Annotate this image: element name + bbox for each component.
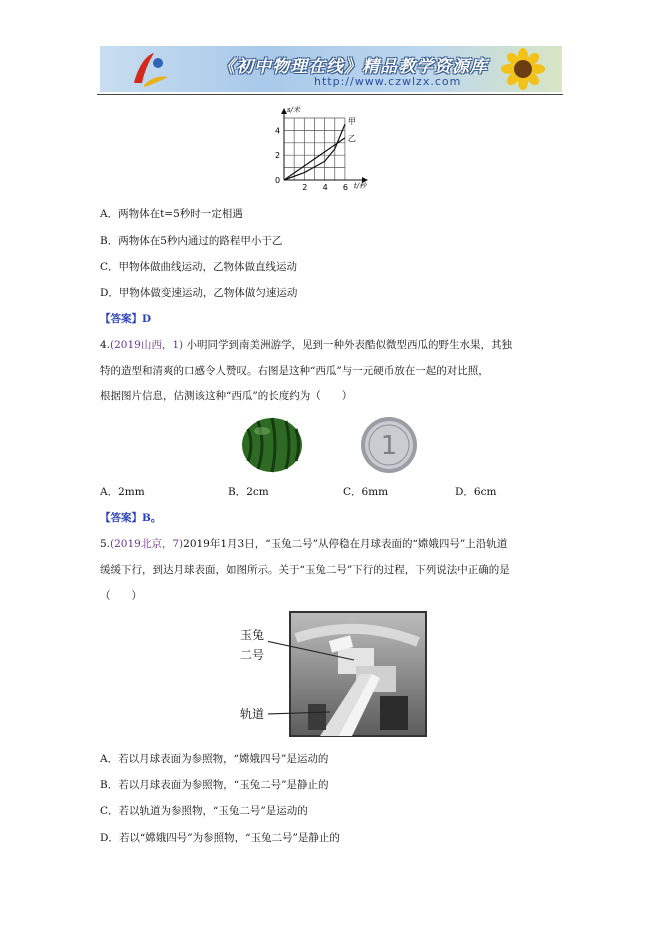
q5-line-1: 2019年1月3日，“玉兔二号”从停稳在月球表面的“嫦娥四号”上沿轨道 <box>183 538 508 550</box>
q4-answer: 【答案】B。 <box>100 512 162 524</box>
banner-title: 《初中物理在线》精品教学资源库 <box>218 57 488 77</box>
q3-option-b: B．两物体在5秒内通过的路程甲小于乙 <box>100 235 283 247</box>
x-axis-label: t/秒 <box>354 182 367 190</box>
y-tick-label: 4 <box>275 126 281 136</box>
x-tick-label: 6 <box>342 183 349 192</box>
q5-line-2: 缓缓下行，到达月球表面，如图所示。关于“玉兔二号”下行的过程，下列说法中正确的是 <box>100 564 510 576</box>
logo-icon <box>128 49 172 89</box>
y-axis-label: s/米 <box>287 106 300 114</box>
q4-source: (2019山西，1) <box>110 339 184 351</box>
y-tick-label: 2 <box>275 151 281 161</box>
q5-first-line <box>100 537 507 551</box>
q4-line-1: 小明同学到南美洲游学，见到一种外表酷似微型西瓜的野生水果，其独 <box>186 339 512 351</box>
photo-label-yutu-2: 二号 <box>240 648 265 662</box>
q5-option-d: D．若以“嫦娥四号”为参照物，“玉兔二号”是静止的 <box>100 832 340 844</box>
q4-line-3: 根据图片信息，估测该这种“西瓜”的长度约为（ ） <box>100 390 353 402</box>
series-label: 甲 <box>347 117 356 127</box>
distance-time-chart <box>268 104 408 194</box>
q3-option-a: A．两物体在t=5秒时一定相遇 <box>100 208 243 220</box>
series-label: 乙 <box>347 133 356 143</box>
q4-first-line <box>100 338 512 352</box>
q4-option-d: D．6cm <box>455 486 497 498</box>
watermelon-coin-photo <box>238 415 498 475</box>
q5-option-c: C．若以轨道为参照物，“玉兔二号”是运动的 <box>100 805 308 817</box>
x-tick-label: 4 <box>322 183 328 192</box>
header-rule <box>97 94 563 95</box>
yutu-rover-photo <box>268 608 428 738</box>
q4-option-b: B．2cm <box>228 486 269 498</box>
header-banner <box>100 46 562 92</box>
q5-line-3: （ ） <box>100 590 142 602</box>
tick-label-origin: 0 <box>275 176 281 185</box>
photo-label-yutu-1: 玉兔 <box>240 628 265 642</box>
q3-answer: 【答案】D <box>100 313 152 325</box>
coin-image <box>361 417 417 473</box>
q5-option-b: B．若以月球表面为参照物，“玉兔二号”是静止的 <box>100 779 329 791</box>
q5-number: 5. <box>100 538 111 550</box>
svg-text:1: 1 <box>380 431 398 461</box>
photo-label-track: 轨道 <box>240 707 265 721</box>
q5-source: (2019北京，7) <box>110 538 184 550</box>
x-tick-label: 2 <box>302 183 308 192</box>
q3-option-c: C．甲物体做曲线运动，乙物体做直线运动 <box>100 261 298 273</box>
q4-number: 4. <box>100 339 111 351</box>
q4-option-c: C．6mm <box>343 486 389 498</box>
q5-option-a: A．若以月球表面为参照物，“嫦娥四号”是运动的 <box>100 753 329 765</box>
q3-option-d: D．甲物体做变速运动，乙物体做匀速运动 <box>100 287 298 299</box>
q4-option-a: A．2mm <box>100 486 145 498</box>
banner-url[interactable]: http://www.czwlzx.com <box>314 75 462 88</box>
q4-line-2: 特的造型和清爽的口感令人赞叹。右图是这种“西瓜”与一元硬币放在一起的对比照， <box>100 365 489 377</box>
watermelon-image <box>242 418 302 472</box>
sunflower-icon <box>498 48 548 90</box>
